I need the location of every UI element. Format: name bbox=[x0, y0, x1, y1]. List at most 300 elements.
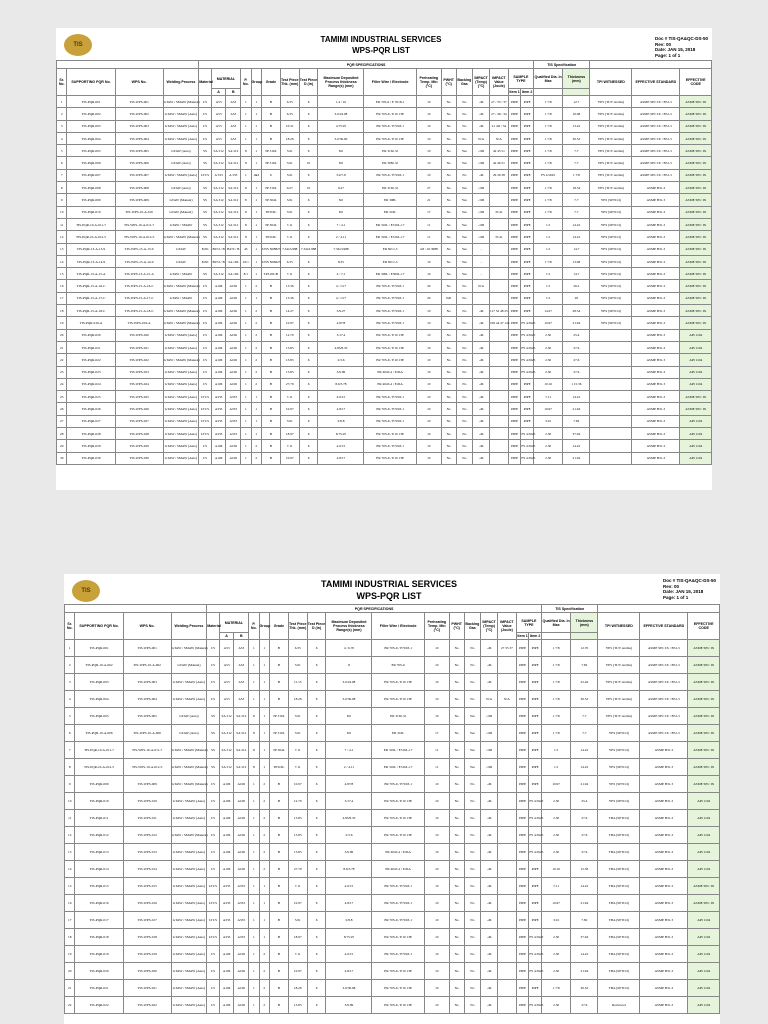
table-cell: SA 312 bbox=[234, 759, 249, 776]
header-wps-no: WPS No. bbox=[123, 613, 171, 640]
table-cell: PIPE bbox=[529, 742, 542, 759]
table-cell: 1 bbox=[251, 255, 261, 267]
table-cell: 10.97 bbox=[280, 317, 299, 329]
table-cell: 8.75/25 bbox=[318, 428, 364, 440]
table-cell: A106 bbox=[226, 292, 241, 304]
table-cell: TIS-WPS-006 bbox=[115, 157, 163, 169]
table-cell: No bbox=[441, 120, 456, 132]
table-cell: ASME SEC IX bbox=[680, 391, 712, 403]
table-cell: YES (TUV Arabia) bbox=[590, 169, 632, 181]
table-cell: ER 70S-6 / E10 13E bbox=[372, 810, 424, 827]
table-cell: 1 bbox=[251, 108, 261, 120]
table-cell: FS 4.5625 bbox=[521, 317, 534, 329]
table-cell: GTAW / SMAW (Auto) bbox=[171, 912, 207, 929]
table-cell: 3.91 bbox=[280, 415, 299, 427]
table-cell: ASME SEC IX / B31.3 bbox=[632, 96, 680, 108]
table-cell: ASME SEC IX bbox=[680, 132, 712, 144]
table-cell: TIS-WPS-011 bbox=[123, 810, 171, 827]
doc-revision: Rev: 00 bbox=[662, 583, 679, 589]
table-cell: 11 bbox=[416, 231, 441, 243]
table-cell: A106 bbox=[211, 292, 226, 304]
table-cell: 14.7 bbox=[563, 268, 590, 280]
table-cell: 6 bbox=[299, 145, 318, 157]
table-row bbox=[65, 980, 720, 997]
table-cell: PIPE bbox=[521, 280, 534, 292]
table-cell: TIS-PQR-002 bbox=[67, 108, 115, 120]
table-cell: 10 bbox=[416, 452, 441, 464]
table-cell: 3.91 bbox=[280, 169, 299, 181]
table-cell: TIS-PQR-001 bbox=[67, 96, 115, 108]
table-cell: TBA (SPTCO) bbox=[598, 810, 640, 827]
table-cell: 1 bbox=[259, 742, 269, 759]
table-cell: 6 bbox=[299, 329, 318, 341]
table-cell: ASME SEC IX bbox=[688, 640, 720, 657]
table-cell: TP 304L bbox=[261, 218, 280, 230]
table-cell: SA 312 bbox=[211, 194, 226, 206]
table-cell: TIS-PQR-013 bbox=[75, 844, 123, 861]
table-cell: A106 bbox=[234, 844, 249, 861]
table-cell: API 1104 bbox=[688, 861, 720, 878]
table-cell: 1 bbox=[241, 305, 251, 317]
table-cell: 18 bbox=[65, 929, 75, 946]
table-cell: 1 bbox=[241, 292, 251, 304]
table-cell: LTCS bbox=[199, 403, 212, 415]
table-cell: B bbox=[269, 946, 288, 963]
table-cell: TIS-WPS-016 bbox=[123, 895, 171, 912]
table-cell: 10 bbox=[424, 895, 449, 912]
table-cell: 1 bbox=[249, 674, 259, 691]
table-cell: PIPE bbox=[508, 341, 521, 353]
header-effective-standard: EFFECTIVE STANDARD bbox=[632, 69, 680, 96]
table-cell: 1 bbox=[57, 96, 67, 108]
table-cell: 18.26 bbox=[288, 691, 307, 708]
table-row bbox=[65, 640, 720, 657]
table-cell: 21 bbox=[416, 194, 441, 206]
table-cell: 1 bbox=[241, 403, 251, 415]
table-cell: -46 bbox=[481, 844, 498, 861]
table-cell: 4.0/15 bbox=[318, 391, 364, 403]
table-cell: GTAW / SMAW (Manual) bbox=[171, 759, 207, 776]
table-cell: ER 70S-6 / E7018-1 bbox=[372, 895, 424, 912]
table-cell: 1 bbox=[259, 674, 269, 691]
table-cell: TP316L bbox=[269, 759, 288, 776]
table-cell: TIS-PQR-012 bbox=[75, 827, 123, 844]
table-cell: ER 70S-6 bbox=[372, 657, 424, 674]
table-cell: No bbox=[441, 341, 456, 353]
table-cell: ASME SEC IX bbox=[680, 243, 712, 255]
table-cell: A106 bbox=[219, 827, 234, 844]
table-cell: CS bbox=[199, 305, 212, 317]
table-cell: 2 bbox=[251, 317, 261, 329]
table-cell: TBA (SPTCO) bbox=[598, 861, 640, 878]
table-cell: 5 bbox=[65, 708, 75, 725]
table-cell: N/A bbox=[497, 691, 516, 708]
table-cell: ER 4043-4 / E4SA bbox=[364, 366, 416, 378]
table-cell: 2/8.8 bbox=[318, 415, 364, 427]
table-cell: 7 bbox=[65, 742, 75, 759]
table-cell: 10 bbox=[424, 861, 449, 878]
table-cell: TIS-PQR-13-A-13-9 bbox=[67, 243, 115, 255]
table-cell: 3/17.4 bbox=[326, 793, 372, 810]
table-row bbox=[57, 120, 712, 132]
table-row bbox=[57, 206, 712, 218]
table-cell: A106 bbox=[219, 997, 234, 1014]
table-cell: 10 bbox=[424, 912, 449, 929]
table-cell: -46 bbox=[481, 980, 498, 997]
table-cell: 6 bbox=[299, 341, 318, 353]
table-cell: 18.26 bbox=[288, 980, 307, 997]
table-cell: CS bbox=[207, 861, 220, 878]
table-cell: 3.91 bbox=[541, 912, 570, 929]
table-cell: YES (SPTCO) bbox=[598, 725, 640, 742]
table-cell: TIS-PQR-023 bbox=[67, 366, 115, 378]
table-cell: CS bbox=[207, 691, 220, 708]
table-cell: -196 bbox=[473, 157, 490, 169]
table-cell: Yes bbox=[456, 243, 473, 255]
table-cell: 1 bbox=[241, 120, 251, 132]
table-cell: B bbox=[261, 305, 280, 317]
table-cell: 8 bbox=[241, 218, 251, 230]
table-cell: TIS-WPS-10-A-006 bbox=[123, 725, 171, 742]
table-cell: GTAW / SMAW (Auto) bbox=[163, 415, 199, 427]
table-cell: CS bbox=[199, 329, 212, 341]
table-cell: 7.34x3.988 bbox=[280, 243, 299, 255]
table-cell: No bbox=[456, 354, 473, 366]
table-row bbox=[65, 912, 720, 929]
table-cell: 27 bbox=[57, 415, 67, 427]
table-cell: 15.36 bbox=[571, 861, 598, 878]
table-cell: LTCS bbox=[199, 169, 212, 181]
table-cell: 3.0/7.8 bbox=[318, 169, 364, 181]
table-cell bbox=[497, 861, 516, 878]
table-cell: A106 bbox=[234, 861, 249, 878]
table-cell bbox=[489, 415, 508, 427]
table-cell: 6 bbox=[299, 120, 318, 132]
table-cell: 2 bbox=[259, 827, 269, 844]
table-cell: B bbox=[261, 403, 280, 415]
table-cell: ASME B31.3 bbox=[632, 428, 680, 440]
table-cell: No bbox=[441, 96, 456, 108]
table-cell: A106 bbox=[234, 997, 249, 1014]
table-cell: YES (SPTCO) bbox=[598, 776, 640, 793]
table-cell: No bbox=[441, 268, 456, 280]
table-cell: ASME B31.3 bbox=[640, 929, 688, 946]
table-cell: 2.50 bbox=[541, 844, 570, 861]
table-cell: TIS-WPS-003 bbox=[123, 674, 171, 691]
table-cell: 12 bbox=[65, 827, 75, 844]
table-cell: No bbox=[464, 929, 481, 946]
table-cell: TIS-PQR-004 bbox=[75, 691, 123, 708]
table-cell: FS 4.5625 bbox=[529, 793, 542, 810]
doc-number: Doc # TIS-QA&QC-DS-50 bbox=[654, 36, 708, 41]
table-cell: TIS-WPS-027 bbox=[115, 415, 163, 427]
header-blank bbox=[598, 605, 720, 613]
table-cell: SA 312 bbox=[211, 206, 226, 218]
table-cell: ASME B31.3 bbox=[632, 452, 680, 464]
table-cell: 6.35 bbox=[288, 640, 307, 657]
table-cell: ASME SEC IX / B31.3 bbox=[640, 674, 688, 691]
table-cell bbox=[497, 657, 516, 674]
table-cell: No bbox=[456, 280, 473, 292]
table-cell bbox=[489, 182, 508, 194]
table-cell: YES (SPTCO) bbox=[590, 243, 632, 255]
table-cell: ER 316L / E316L-17 bbox=[372, 742, 424, 759]
table-cell: ASME SEC IX bbox=[680, 169, 712, 181]
table-cell: TIS-WPS-019 bbox=[123, 946, 171, 963]
table-cell: 18.26 bbox=[280, 132, 299, 144]
table-cell: SA 312 bbox=[226, 231, 241, 243]
table-cell: No bbox=[449, 691, 464, 708]
table-cell: SS bbox=[199, 268, 212, 280]
table-cell bbox=[497, 929, 516, 946]
table-row bbox=[65, 810, 720, 827]
table-cell: No bbox=[449, 861, 464, 878]
table-cell: 10 bbox=[424, 946, 449, 963]
table-cell: No bbox=[456, 366, 473, 378]
table-cell: ER 70S-6 / E7018-1 bbox=[372, 776, 424, 793]
table-cell: A106 bbox=[234, 946, 249, 963]
table-cell: 10 bbox=[424, 640, 449, 657]
table-cell: API 1104 bbox=[688, 912, 720, 929]
table-cell: SS bbox=[199, 194, 212, 206]
table-cell: A106 bbox=[226, 317, 241, 329]
table-cell: GTAW / SMAW (Auto) bbox=[171, 963, 207, 980]
table-cell: 10.97 bbox=[280, 403, 299, 415]
table-cell: 6 bbox=[299, 231, 318, 243]
table-cell: ER NiCr-3 bbox=[364, 243, 416, 255]
table-cell: 21.94 bbox=[563, 452, 590, 464]
table-cell: 1 bbox=[241, 378, 251, 390]
table-cell: -46 bbox=[473, 440, 490, 452]
table-cell: PIPE bbox=[516, 844, 529, 861]
table-cell: 6 bbox=[299, 366, 318, 378]
table-cell: 13 bbox=[65, 844, 75, 861]
table-cell: PIPE bbox=[521, 194, 534, 206]
table-cell: PIPE bbox=[521, 96, 534, 108]
table-cell: FS 4.5625 bbox=[529, 946, 542, 963]
table-cell: PIPE bbox=[508, 280, 521, 292]
header-sample-type: SAMPLE TYPE bbox=[508, 69, 533, 89]
table-cell: 10.97 bbox=[280, 452, 299, 464]
table-cell: 10 bbox=[424, 827, 449, 844]
table-cell: GTAW / SMAW (Manual) bbox=[163, 280, 199, 292]
table-cell: 6 bbox=[307, 912, 326, 929]
table-cell: B bbox=[261, 378, 280, 390]
table-cell: CS bbox=[207, 827, 220, 844]
table-cell: 7.7 bbox=[571, 708, 598, 725]
table-cell: 10 bbox=[416, 268, 441, 280]
table-cell: TIS-PQR-010 bbox=[75, 793, 123, 810]
header-pwht: PWHT (°C) bbox=[449, 613, 464, 640]
table-cell: TIS-PQR-018 bbox=[75, 929, 123, 946]
table-cell: ER 70S-6 / E10 13E bbox=[372, 674, 424, 691]
table-cell: -46 bbox=[481, 793, 498, 810]
table-cell: ASME B31.3 bbox=[640, 861, 688, 878]
table-cell: YES (TUV Arabia) bbox=[598, 708, 640, 725]
table-cell: 26 36 38 bbox=[489, 169, 508, 181]
table-cell bbox=[497, 844, 516, 861]
table-cell: No bbox=[464, 844, 481, 861]
table-cell: TP 304L bbox=[269, 742, 288, 759]
table-cell: ASME SEC IX bbox=[680, 403, 712, 415]
table-cell: 6 bbox=[299, 452, 318, 464]
table-cell: ASME B31.3 bbox=[632, 440, 680, 452]
table-cell: No bbox=[441, 243, 456, 255]
table-row bbox=[65, 963, 720, 980]
table-cell: TIS-WPS-017 bbox=[123, 912, 171, 929]
table-cell: TIS-WPS-003 bbox=[115, 120, 163, 132]
table-cell: TIS-PQR-10-A-012-5 bbox=[75, 759, 123, 776]
table-cell: N/A bbox=[489, 132, 508, 144]
table-cell: 4 / 6.70 bbox=[326, 640, 372, 657]
table-cell: YES (TUV Arabia) bbox=[590, 120, 632, 132]
header-row-main bbox=[57, 69, 712, 89]
header-item-2: Item 2 bbox=[521, 90, 533, 94]
table-cell: -196 bbox=[473, 231, 490, 243]
table-cell: PIPE bbox=[508, 440, 521, 452]
header-tpi-witnessed: TPI WITNESSED bbox=[598, 613, 640, 640]
table-cell: 1 bbox=[259, 725, 269, 742]
table-cell: 3/17.4 bbox=[318, 329, 364, 341]
table-cell: LTCS bbox=[207, 878, 220, 895]
table-cell: 2/8.8 bbox=[326, 912, 372, 929]
table-cell: 1 bbox=[259, 657, 269, 674]
table-cell: ASME B31.3 bbox=[632, 341, 680, 353]
table-cell: 1 7/8 bbox=[533, 206, 562, 218]
table-cell: ASME SEC IX bbox=[688, 708, 720, 725]
table-cell: PIPE bbox=[508, 329, 521, 341]
table-cell: ER 4043-4 / E4SA bbox=[364, 378, 416, 390]
table-row bbox=[57, 243, 712, 255]
table-cell: B bbox=[269, 810, 288, 827]
table-cell: A106 bbox=[234, 980, 249, 997]
table-cell: -46 bbox=[481, 827, 498, 844]
table-cell: B474 / B bbox=[211, 255, 226, 267]
table-cell: API 1104 bbox=[688, 929, 720, 946]
table-cell: 1 15.36 bbox=[563, 378, 590, 390]
table-cell: 14.22 bbox=[571, 946, 598, 963]
table-cell: PIPE bbox=[529, 776, 542, 793]
table-cell: TIS-PQR-008 bbox=[67, 182, 115, 194]
table-cell: TIS-WPS-15-A-16-C bbox=[115, 280, 163, 292]
table-cell: YES (TUV Arabia) bbox=[590, 96, 632, 108]
table-cell: No bbox=[449, 759, 464, 776]
table-cell: PIPE bbox=[521, 206, 534, 218]
header-material: Material bbox=[199, 69, 212, 96]
table-cell: -196 bbox=[473, 206, 490, 218]
table-header bbox=[57, 61, 712, 96]
table-cell: 3 bbox=[65, 674, 75, 691]
header-blank bbox=[65, 605, 207, 613]
table-cell: Yes bbox=[456, 218, 473, 230]
table-cell: 6 bbox=[307, 929, 326, 946]
table-cell: 10 bbox=[424, 691, 449, 708]
table-cell: 1 bbox=[249, 980, 259, 997]
table-cell: 17 bbox=[65, 912, 75, 929]
table-cell: SA 312 bbox=[211, 231, 226, 243]
company-title: TAMIMI INDUSTRIAL SERVICES bbox=[320, 35, 442, 44]
table-cell: 10 bbox=[424, 810, 449, 827]
table-cell: 17 bbox=[424, 725, 449, 742]
table-cell: 30 bbox=[57, 452, 67, 464]
table-cell: YES (SPTCO) bbox=[598, 759, 640, 776]
table-cell: API 1104 bbox=[688, 844, 720, 861]
table-cell: FS 4.5625 bbox=[529, 810, 542, 827]
table-cell: YES (SPTCO) bbox=[590, 218, 632, 230]
doc-revision: Rev: 00 bbox=[654, 41, 671, 47]
table-cell: 1 bbox=[259, 929, 269, 946]
table-cell: YES (TUV Arabia) bbox=[598, 691, 640, 708]
table-cell: FeNi bbox=[199, 255, 212, 267]
table-cell: No bbox=[464, 912, 481, 929]
table-cell: 1 bbox=[259, 912, 269, 929]
table-cell: 13 bbox=[57, 243, 67, 255]
table-cell: 10 bbox=[65, 793, 75, 810]
table-cell: 10.97 bbox=[288, 895, 307, 912]
table-cell: 1 7/8 bbox=[533, 255, 562, 267]
table-cell: B474 / B bbox=[226, 243, 241, 255]
table-cell: 11 bbox=[65, 810, 75, 827]
table-cell: PIPE bbox=[508, 96, 521, 108]
table-cell: ER 70S-6 / E10 13E bbox=[372, 929, 424, 946]
table-cell: No bbox=[441, 255, 456, 267]
table-cell: 1 bbox=[251, 194, 261, 206]
table-cell: 6 bbox=[307, 793, 326, 810]
table-cell: 1.5 bbox=[533, 218, 562, 230]
header-effective-code: EFFECTIVE CODE bbox=[688, 613, 720, 640]
table-cell: TIS-WPS-10-A-011-7 bbox=[115, 218, 163, 230]
table-cell: 8 bbox=[249, 725, 259, 742]
header-p-no: P. No. bbox=[249, 613, 259, 640]
table-cell: TIS-WPS-022 bbox=[123, 997, 171, 1014]
table-cell: CS bbox=[199, 366, 212, 378]
table-cell: PIPE bbox=[521, 169, 534, 181]
header-wps-no: WPS No. bbox=[115, 69, 163, 96]
table-cell: PIPE bbox=[516, 861, 529, 878]
table-cell: 10 bbox=[416, 354, 441, 366]
table-cell: -46 bbox=[473, 391, 490, 403]
table-cell: SS bbox=[199, 145, 212, 157]
table-cell: 6 bbox=[307, 878, 326, 895]
table-cell: PIPE bbox=[529, 725, 542, 742]
header-qualified-dia: Qualified Dia. in Max bbox=[533, 69, 562, 89]
table-row bbox=[57, 305, 712, 317]
table-cell: No bbox=[441, 354, 456, 366]
table-cell: No bbox=[441, 440, 456, 452]
table-cell: 1 bbox=[251, 403, 261, 415]
table-cell: ER 70S-6 / E7018-1 bbox=[372, 640, 424, 657]
table-cell: 1 7/8 bbox=[541, 640, 570, 657]
table-cell: ER 70S-6 / E7018-1 bbox=[364, 280, 416, 292]
table-cell: ASME SEC IX bbox=[680, 182, 712, 194]
table-cell: 21.94 bbox=[571, 776, 598, 793]
table-cell: 27.6 bbox=[563, 341, 590, 353]
table-cell: YES (TUV Arabia) bbox=[590, 157, 632, 169]
table-cell: 9 bbox=[65, 776, 75, 793]
table-cell: 1 bbox=[249, 691, 259, 708]
table-cell: 2/3.6 bbox=[326, 827, 372, 844]
table-cell: 10 bbox=[424, 793, 449, 810]
table-row bbox=[65, 759, 720, 776]
table-cell: 13.36 bbox=[280, 292, 299, 304]
table-cell: No bbox=[441, 366, 456, 378]
header-impact-temp: IMPACT (Temp) (°C) bbox=[481, 613, 498, 640]
table-cell: ASME B31.3 bbox=[632, 305, 680, 317]
table-cell: 20 bbox=[57, 329, 67, 341]
table-cell: TIS-PQR-13-A-14-9 bbox=[67, 255, 115, 267]
table-cell: No bbox=[464, 776, 481, 793]
table-cell: 10 bbox=[424, 657, 449, 674]
